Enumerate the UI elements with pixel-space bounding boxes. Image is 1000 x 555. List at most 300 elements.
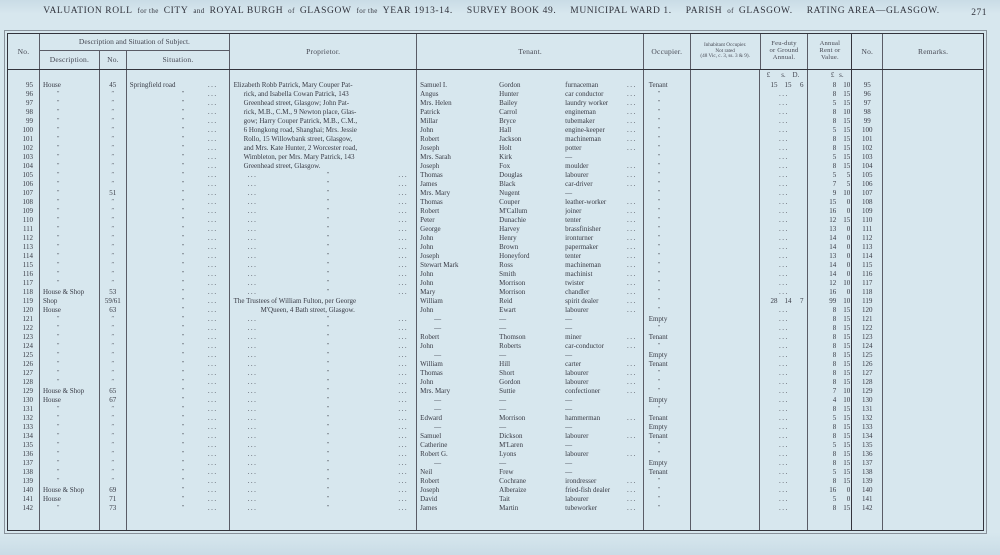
description-value: ″ xyxy=(56,424,60,430)
rent-values xyxy=(809,279,851,288)
row-no-right-cell: 141 xyxy=(852,495,883,504)
street-no-value: ″ xyxy=(111,370,115,376)
rent-values xyxy=(809,315,851,324)
situation-value: ″ xyxy=(181,91,185,97)
street-no-cell xyxy=(100,126,127,135)
annual-rent-cell xyxy=(808,180,852,189)
street-no-value: ″ xyxy=(111,253,115,259)
rent-pounds: 9 xyxy=(832,189,837,197)
row-no-right-cell: 128 xyxy=(852,378,883,387)
occupation-value: — xyxy=(565,468,573,476)
annual-rent-cell xyxy=(808,207,852,216)
row-no-cell: 139 xyxy=(8,477,40,486)
feu-duty-cell xyxy=(760,333,808,342)
occupier-value: Tenant xyxy=(648,468,668,476)
rent-values xyxy=(809,180,851,189)
row-no-right-cell: 124 xyxy=(852,342,883,351)
table-row xyxy=(8,306,983,315)
title-segment: PARISH xyxy=(685,6,723,16)
feu-pence: 6 xyxy=(799,81,804,89)
dot-leader: ... xyxy=(207,243,218,251)
feu-duty-cell xyxy=(760,225,808,234)
dot-leader: ... xyxy=(779,135,789,143)
occupier-cell xyxy=(644,180,691,189)
situation-value: ″ xyxy=(181,163,185,169)
occupation-value: hammerman xyxy=(565,414,601,422)
row-no-right-cell: 133 xyxy=(852,423,883,432)
rent-shillings: 0 xyxy=(846,486,851,494)
feu-duty-cell xyxy=(760,117,808,126)
row-no-cell: 142 xyxy=(8,504,40,513)
occupier-cell xyxy=(644,144,691,153)
tenant-surname: Kirk xyxy=(499,153,513,161)
occupier-cell xyxy=(644,459,691,468)
dot-leader: ... xyxy=(779,180,789,188)
occupier-value: ″ xyxy=(657,118,661,124)
dot-leader: ... xyxy=(779,504,789,512)
proprietor-cell xyxy=(230,189,418,198)
annual-rent-cell xyxy=(808,396,852,405)
dot-leader: ... xyxy=(207,342,218,350)
occupier-value: Empty xyxy=(648,423,668,431)
occupier-value: ″ xyxy=(657,379,661,385)
proprietor-ditto xyxy=(234,369,417,378)
tenant-surname: Honeyford xyxy=(499,252,530,260)
occupation-value: irondresser xyxy=(565,477,597,485)
proprietor-cell xyxy=(230,513,418,530)
annual-rent-cell xyxy=(808,342,852,351)
rent-shillings: 15 xyxy=(843,351,851,359)
street-no-value: ″ xyxy=(111,226,115,232)
dot-leader: ... xyxy=(207,189,218,197)
tenant-occupation xyxy=(565,189,643,198)
dot-leader: ... xyxy=(398,396,409,404)
dot-leader: ... xyxy=(207,135,218,143)
ditto-mark: ″ xyxy=(326,478,330,484)
street-no-value: ″ xyxy=(111,217,115,223)
dot-leader: ... xyxy=(207,423,218,431)
rent-values xyxy=(809,396,851,405)
annual-rent-cell xyxy=(808,153,852,162)
tenant-cell xyxy=(417,351,644,360)
proprietor-cell xyxy=(230,108,418,117)
rent-values xyxy=(809,477,851,486)
row-no-right-cell: 100 xyxy=(852,126,883,135)
street-no-value: ″ xyxy=(111,316,115,322)
header-remarks: Remarks. xyxy=(918,47,949,56)
tenant-forename: — xyxy=(434,315,442,323)
tenant-forename: — xyxy=(434,423,442,431)
proprietor-line: rick, and Isabella Cowan Patrick, 143 xyxy=(243,90,349,98)
rent-pounds: 5 xyxy=(832,126,837,134)
dot-leader: ... xyxy=(247,189,258,197)
rent-pounds: 99 xyxy=(829,297,837,305)
rent-shillings: 15 xyxy=(843,99,851,107)
tenant-forename: Stewart Mark xyxy=(420,261,459,269)
row-no-right-cell: 129 xyxy=(852,387,883,396)
tenant-cell xyxy=(417,513,644,530)
occupation-value: — xyxy=(565,441,573,449)
description-value: ″ xyxy=(56,226,60,232)
tenant-occupation xyxy=(565,396,643,405)
description-cell xyxy=(40,504,100,513)
row-no-cell: 104 xyxy=(8,162,40,171)
rent-pounds: 12 xyxy=(829,216,837,224)
ditto-mark: ″ xyxy=(326,217,330,223)
feu-duty-cell xyxy=(760,297,808,306)
dot-leader: ... xyxy=(207,216,218,224)
situation-cell xyxy=(127,261,230,270)
occupier-cell xyxy=(644,333,691,342)
rent-pounds: 5 xyxy=(832,153,837,161)
street-no-cell xyxy=(100,216,127,225)
description-value: ″ xyxy=(56,235,60,241)
dot-leader: ... xyxy=(779,360,789,368)
situation-cell xyxy=(127,225,230,234)
street-no-cell xyxy=(100,405,127,414)
description-cell xyxy=(40,189,100,198)
ditto-mark: ″ xyxy=(326,496,330,502)
occupation-value: — xyxy=(565,396,573,404)
row-no-right-cell: 136 xyxy=(852,450,883,459)
remarks-cell xyxy=(883,306,983,315)
rent-values xyxy=(809,459,851,468)
tenant-cell xyxy=(417,396,644,405)
row-no-right-cell: 98 xyxy=(852,108,883,117)
dot-leader: ... xyxy=(779,432,789,440)
street-no-cell xyxy=(100,234,127,243)
tenant-forename: Joseph xyxy=(420,252,440,260)
inhabitant-occupier-cell xyxy=(691,387,761,396)
tenant-cell xyxy=(417,405,644,414)
occupier-value: ″ xyxy=(657,91,661,97)
description-value: ″ xyxy=(56,208,60,214)
feu-values xyxy=(760,297,807,306)
table-row xyxy=(8,279,983,288)
description-cell xyxy=(40,432,100,441)
dot-leader: ... xyxy=(779,216,789,224)
dot-leader: ... xyxy=(247,288,258,296)
dot-leader: ... xyxy=(398,504,409,512)
dot-leader: ... xyxy=(207,117,218,125)
dot-leader: ... xyxy=(779,414,789,422)
tenant-surname: — xyxy=(499,405,507,413)
feu-line-3: Annual. xyxy=(772,53,796,61)
inhabitant-occupier-cell xyxy=(691,225,761,234)
dot-leader: ... xyxy=(626,90,637,98)
situation-value: ″ xyxy=(181,136,185,142)
proprietor-cell xyxy=(230,360,418,369)
ditto-mark: ″ xyxy=(326,172,330,178)
situation-value: ″ xyxy=(181,145,185,151)
occupation-value: — xyxy=(565,351,573,359)
dot-leader: ... xyxy=(207,279,218,287)
proprietor-cell xyxy=(230,387,418,396)
proprietor-ditto xyxy=(234,432,417,441)
description-cell xyxy=(40,126,100,135)
tenant-occupation xyxy=(565,171,643,180)
rent-pounds: 8 xyxy=(832,423,837,431)
occupier-cell xyxy=(644,108,691,117)
annual-rent-cell xyxy=(808,261,852,270)
annual-rent-cell xyxy=(808,252,852,261)
proprietor-ditto xyxy=(234,387,417,396)
description-cell xyxy=(40,414,100,423)
annual-rent-cell xyxy=(808,486,852,495)
inhabitant-occupier-cell xyxy=(691,99,761,108)
tenant-forename: Catherine xyxy=(420,441,448,449)
dot-leader: ... xyxy=(247,450,258,458)
rent-pounds: 8 xyxy=(832,90,837,98)
description-cell xyxy=(40,468,100,477)
ditto-mark: ″ xyxy=(326,379,330,385)
inhabitant-occupier-cell xyxy=(691,459,761,468)
remarks-cell xyxy=(883,135,983,144)
proprietor-ditto xyxy=(234,288,417,297)
proprietor-ditto xyxy=(234,405,417,414)
street-no-value: ″ xyxy=(111,352,115,358)
proprietor-cell xyxy=(230,441,418,450)
street-no-value: ″ xyxy=(111,181,115,187)
dot-leader: ... xyxy=(779,333,789,341)
occupation-value: joiner xyxy=(565,207,582,215)
occupier-cell xyxy=(644,351,691,360)
tenant-occupation xyxy=(565,414,643,423)
proprietor-ditto xyxy=(234,360,417,369)
description-cell xyxy=(40,162,100,171)
tenant-forename: Samuel xyxy=(420,432,442,440)
situation-cell xyxy=(127,126,230,135)
annual-rent-cell xyxy=(808,126,852,135)
situation-value: ″ xyxy=(181,199,185,205)
rent-shillings: 0 xyxy=(846,198,851,206)
row-no-cell: 100 xyxy=(8,126,40,135)
row-no-right-cell: 96 xyxy=(852,90,883,99)
occupation-value: — xyxy=(565,459,573,467)
description-value: ″ xyxy=(56,154,60,160)
dot-leader: ... xyxy=(247,333,258,341)
header-inhabitant-occupier xyxy=(691,34,761,69)
ditto-mark: ″ xyxy=(326,469,330,475)
dot-leader: ... xyxy=(207,261,218,269)
proprietor-ditto xyxy=(234,180,417,189)
proprietor-ditto xyxy=(234,423,417,432)
occupier-cell xyxy=(644,369,691,378)
tenant-cell xyxy=(417,495,644,504)
annual-rent-cell xyxy=(808,477,852,486)
row-no-right-cell xyxy=(852,513,883,530)
tenant-forename: Millar xyxy=(420,117,438,125)
tenant-forename: John xyxy=(420,378,434,386)
row-no-right-cell: 97 xyxy=(852,99,883,108)
tenant-cell xyxy=(417,414,644,423)
situation-cell xyxy=(127,396,230,405)
street-no-cell xyxy=(100,459,127,468)
annual-rent-cell xyxy=(808,513,852,530)
rent-values xyxy=(809,117,851,126)
feu-shillings: 15 xyxy=(784,81,792,89)
table-row xyxy=(8,315,983,324)
dot-leader: ... xyxy=(779,252,789,260)
occupier-value: ″ xyxy=(657,244,661,250)
rent-values xyxy=(809,423,851,432)
table-row xyxy=(8,405,983,414)
dot-leader: ... xyxy=(207,333,218,341)
description-value: ″ xyxy=(56,325,60,331)
occupier-value: Tenant xyxy=(648,333,668,341)
rent-shillings: 15 xyxy=(843,477,851,485)
dot-leader: ... xyxy=(779,495,789,503)
rent-values xyxy=(809,225,851,234)
table-row xyxy=(8,99,983,108)
tenant-cell xyxy=(417,459,644,468)
description-value: ″ xyxy=(56,343,60,349)
street-no-cell xyxy=(100,117,127,126)
occupier-value: ″ xyxy=(657,199,661,205)
dot-leader: ... xyxy=(247,459,258,467)
row-no-right-cell: 123 xyxy=(852,333,883,342)
rent-values xyxy=(809,162,851,171)
tenant-surname: Roberts xyxy=(499,342,521,350)
feu-duty-cell xyxy=(760,315,808,324)
dot-leader: ... xyxy=(207,351,218,359)
dot-leader: ... xyxy=(247,270,258,278)
feu-shillings: 14 xyxy=(784,297,792,305)
occupier-cell xyxy=(644,135,691,144)
occupier-value: ″ xyxy=(657,298,661,304)
occupier-cell xyxy=(644,270,691,279)
description-cell xyxy=(40,99,100,108)
annual-rent-cell xyxy=(808,495,852,504)
rent-shillings: 0 xyxy=(846,288,851,296)
rent-pounds: 14 xyxy=(829,243,837,251)
occupier-cell xyxy=(644,477,691,486)
rent-values xyxy=(809,504,851,513)
proprietor-ditto xyxy=(234,342,417,351)
occupier-cell xyxy=(644,216,691,225)
remarks-cell xyxy=(883,396,983,405)
situation-cell xyxy=(127,297,230,306)
row-no-cell: 117 xyxy=(8,279,40,288)
ditto-mark: ″ xyxy=(326,244,330,250)
tenant-forename: — xyxy=(434,324,442,332)
tenant-occupation xyxy=(565,432,643,441)
dot-leader: ... xyxy=(779,324,789,332)
tenant-cell xyxy=(417,360,644,369)
occupier-value: ″ xyxy=(657,451,661,457)
rent-shillings: 0 xyxy=(846,234,851,242)
remarks-cell xyxy=(883,315,983,324)
dot-leader: ... xyxy=(398,360,409,368)
occupier-value: Tenant xyxy=(648,432,668,440)
inhabitant-occupier-cell xyxy=(691,504,761,513)
dot-leader: ... xyxy=(207,324,218,332)
table-row xyxy=(8,108,983,117)
tenant-cell xyxy=(417,378,644,387)
rent-pounds: 13 xyxy=(829,252,837,260)
street-no-cell xyxy=(100,333,127,342)
feu-duty-cell xyxy=(760,513,808,530)
rent-pounds: 16 xyxy=(829,288,837,296)
occupier-value: ″ xyxy=(657,307,661,313)
situation-cell xyxy=(127,270,230,279)
rent-pounds: 14 xyxy=(829,234,837,242)
row-no-right-cell: 107 xyxy=(852,189,883,198)
tenant-surname: Ross xyxy=(499,261,513,269)
dot-leader: ... xyxy=(247,342,258,350)
ditto-mark: ″ xyxy=(326,415,330,421)
dot-leader: ... xyxy=(398,234,409,242)
street-no-cell xyxy=(100,324,127,333)
feu-duty-cell xyxy=(760,216,808,225)
situation-value: ″ xyxy=(181,235,185,241)
tenant-cell xyxy=(417,144,644,153)
tenant-surname: Dickson xyxy=(499,432,523,440)
remarks-cell xyxy=(883,90,983,99)
description-value: House & Shop xyxy=(42,288,85,296)
tenant-forename: Mrs. Helen xyxy=(420,99,452,107)
remarks-cell xyxy=(883,270,983,279)
table-row xyxy=(8,441,983,450)
remarks-cell xyxy=(883,99,983,108)
dot-leader: ... xyxy=(779,396,789,404)
proprietor-ditto xyxy=(234,171,417,180)
situation-value: ″ xyxy=(181,361,185,367)
dot-leader: ... xyxy=(626,144,637,152)
tenant-cell xyxy=(417,117,644,126)
tenant-forename: Mrs. Mary xyxy=(420,189,451,197)
tenant-cell xyxy=(417,234,644,243)
dot-leader: ... xyxy=(626,180,637,188)
occupation-value: labourer xyxy=(565,378,589,386)
street-no-cell xyxy=(100,315,127,324)
tenant-occupation xyxy=(565,297,643,306)
dot-leader: ... xyxy=(207,126,218,134)
annual-rent-cell xyxy=(808,225,852,234)
dot-leader: ... xyxy=(779,99,789,107)
tenant-surname: Gordon xyxy=(499,378,521,386)
annual-rent-cell xyxy=(808,189,852,198)
occupation-value: confectioner xyxy=(565,387,601,395)
tenant-surname: — xyxy=(499,423,507,431)
table-row xyxy=(8,459,983,468)
dot-leader: ... xyxy=(207,306,218,314)
row-no-cell: 122 xyxy=(8,324,40,333)
tenant-surname: Hall xyxy=(499,126,512,134)
inhabitant-occupier-cell xyxy=(691,270,761,279)
row-no-right-cell: 110 xyxy=(852,216,883,225)
proprietor-ditto xyxy=(234,450,417,459)
feu-duty-cell xyxy=(760,81,808,90)
dot-leader: ... xyxy=(247,261,258,269)
situation-value: ″ xyxy=(181,379,185,385)
tenant-occupation xyxy=(565,225,643,234)
dot-leader: ... xyxy=(779,90,789,98)
occupier-cell xyxy=(644,342,691,351)
rent-shillings: 15 xyxy=(843,117,851,125)
rent-values xyxy=(809,108,851,117)
rent-values xyxy=(809,378,851,387)
dot-leader: ... xyxy=(626,270,637,278)
rent-values xyxy=(809,324,851,333)
rent-shillings: 0 xyxy=(846,252,851,260)
ditto-mark: ″ xyxy=(326,343,330,349)
dot-leader: ... xyxy=(247,486,258,494)
row-no-right-cell: 138 xyxy=(852,468,883,477)
street-no-value: 51 xyxy=(109,189,117,197)
remarks-cell xyxy=(883,432,983,441)
rent-pounds: 4 xyxy=(832,396,837,404)
